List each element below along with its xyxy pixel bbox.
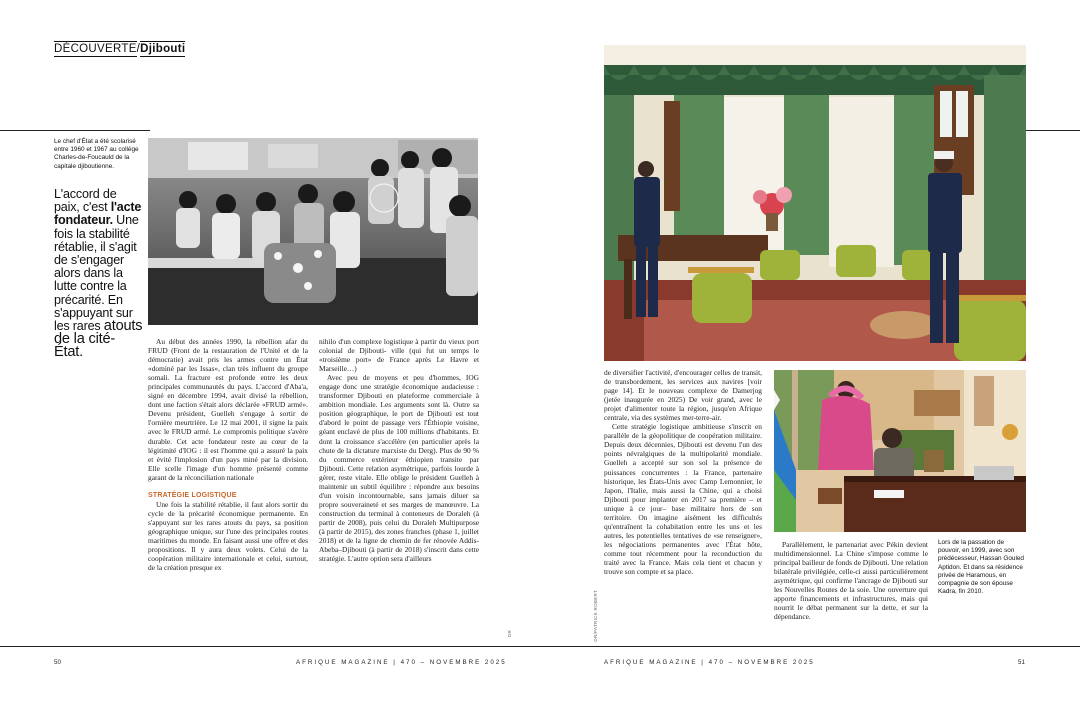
- page-number-right: 51: [1018, 659, 1025, 666]
- top-rule-right: [1026, 130, 1080, 131]
- top-rule-left: [0, 130, 150, 131]
- pull-quote: [54, 188, 144, 360]
- page-number-left: 50: [54, 659, 61, 666]
- pull-quote-part1: L'accord de paix, c'est: [54, 187, 117, 215]
- paragraph: Avec peu de moyens et peu d'hommes, IOG engage donc une stratégie économique audacieuse : transformer Djibouti en plateforme commerciale à ambition mondiale. Les arguments sont là. Outre sa position géographique, le port de Djibouti est tout d'abord le point de passage vers l'Éthiopie voisine, géant enclavé de plus de 100 millions d'habitants. Et dont la croissance s'accélère (en particulier après la chute de la dictature marxiste du Derg). Plus de 90 % du commerce extérieur éthiopien transite par Djibouti. Cette relation asymétrique, parfois lourde à gérer, reste vitale. Elle oblige le président Guelleh à maintenir un subtil équilibre : répondre aux besoins d'un voisin incontournable, sans jamais diluer sa propre souveraineté et ses marges de manœuvre. La construction du terminal à conteneurs de Doraleh (à partir de 2008), puis celui du Doraleh Multipurpose (à partir de 2015), des zones franches (phase 1, juillet 2018) et de la ligne de chemin de fer rénovée Addis-Abeba–Djibouti (à partir de 2018) s'inscrit dans cette stratégie. L'autre option sera d'ailleurs: [319, 373, 479, 564]
- photo-credit-right: DR/PATRICK ROBERT: [593, 590, 598, 642]
- photo-credit-left: DR: [507, 630, 512, 638]
- pull-quote-big: atouts de la cité-État.: [54, 318, 143, 361]
- paragraph: Cette stratégie logistique ambitieuse s'inscrit en parallèle de la géopolitique de coopération militaire. Depuis deux décennies, Djibouti est devenu l'un des points névralgiques de la multipolarité mondiale. Guelleh a accepté sur son sol la présence de puissances concurrentes : la France, partenaire historique, les États-Unis avec Camp Lemonnier, le Japon, l'Italie, mais aussi la Chine, qui a choisi Djibouti pour implanter en 2017 sa première – et unique à ce jour– base militaire hors de son territoire. On imagine aisément les difficultés qu'entraînent la cohabitation entre les uns et les autres, les potentielles tentatives de «se renseigner», les négociations permanentes avec l'État hôte, comme tout récemment pour la reconduction du traité avec la France. Mais cela tient et chacun y trouve son compte et sa place.: [604, 422, 762, 577]
- article-column-1: [148, 337, 308, 642]
- section-separator: /: [136, 43, 141, 55]
- section-label: [54, 43, 185, 55]
- photo-salon: [604, 45, 1026, 361]
- article-column-4: [774, 540, 928, 642]
- paragraph: Au début des années 1990, la rébellion afar du FRUD (Front de la restauration de l'Unité et de la démocratie) avait pris les armes contre un État «dominé par les Issas», clan très influent du groupe somali. La fracture est profonde entre les deux principales communautés du pays. L'accord d'Aba'a, signé en décembre 1994, avait divisé la rébellion, dont une faction s'était alors déclarée «FRUD armé». Devenu président, Guelleh s'engage à sortir de l'ornière meurtrière. Le 12 mai 2001, il signe la paix avec le FRUD armé. Le compromis politique s'avère durable. Cet acte fondateur reste au cœur de la légitimité d'IOG : il est l'homme qui a assuré la paix et évité l'implosion d'un pays miné par la division. Elle scelle l'image d'un homme présenté comme garant de la réconciliation nationale: [148, 337, 308, 482]
- magazine-footer-left: AFRIQUE MAGAZINE | 470 – NOVEMBRE 2025: [296, 659, 507, 666]
- photo-office: [774, 370, 1026, 532]
- article-column-2: [319, 337, 479, 642]
- pull-quote-bold: l'acte fondateur.: [54, 200, 142, 228]
- article-column-3: [604, 368, 762, 642]
- pull-quote-part2: Une fois la stabilité rétablie, il s'agit de s'engager alors dans la lutte contre la précarité. En s'appuyant sur les rares: [54, 213, 139, 334]
- paragraph: nihilo d'un complexe logistique à partir du vieux port colonial de Djibouti- ville (qui fut un temps le «troisième port» de France après Le Havre et Marseille…): [319, 337, 479, 374]
- section-category: DÉCOUVERTE: [54, 43, 137, 55]
- paragraph: de diversifier l'activité, d'encourager celles de transit, de transbordement, les services aux navires [voir page 14]. Et le nouveau complexe de Damerjog (jetée inaugurée en 2025) De voir grand, avec le projet d'alimenter toute la région, jusqu'en Afrique centrale, via des systèmes mer-terre-air.: [604, 368, 762, 423]
- photo-classroom: [148, 138, 478, 325]
- magazine-footer-right: AFRIQUE MAGAZINE | 470 – NOVEMBRE 2025: [604, 659, 815, 666]
- paragraph: Une fois la stabilité rétablie, il faut alors sortir du cycle de la précarité économique permanente. En s'appuyant sur les rares atouts du pays, sa position géographique unique, sur l'une des principales routes maritimes du monde. En faisant aussi une offre et des propositions. Il y aura deux volets. Celui de la coopération militaire internationale et celui, surtout, de la création presque ex: [148, 499, 308, 573]
- footer-rule: [0, 646, 1080, 647]
- photo-caption-left: Le chef d'État a été scolarisé entre 1960 et 1967 au collège Charles-de-Foucauld de la capitale djiboutienne.: [54, 138, 139, 170]
- paragraph: Parallèlement, le partenariat avec Pékin devient multidimensionnel. La Chine s'impose comme le principal bailleur de fonds de Djibouti. Une relation bilatérale privilégiée, celle-ci aussi particulièrement asymétrique, qui confirme l'ancrage de Djibouti sur les Nouvelles Routes de la soie. Une ouverture qui apporte financements et infrastructures, mais qui nourrit le débat permanent sur la dette, et sur la dépendance.: [774, 540, 928, 622]
- section-subcategory: Djibouti: [140, 43, 186, 55]
- subhead: STRATÉGIE LOGISTIQUE: [148, 491, 237, 499]
- photo-caption-right: Lors de la passation de pouvoir, en 1999, avec son prédécesseur, Hassan Gouled Aptidon. Et dans sa résidence privée de Haramous, en compagnie de son épouse Kadra, fin 2010.: [938, 539, 1024, 596]
